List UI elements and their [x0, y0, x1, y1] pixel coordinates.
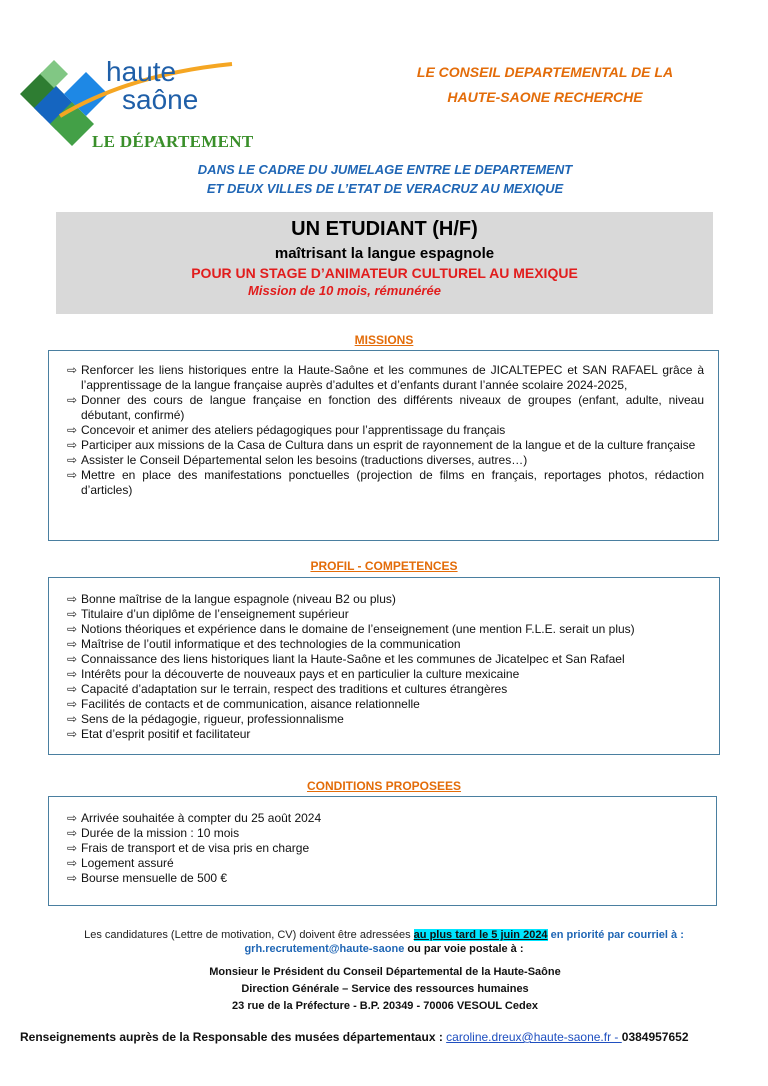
- context-text: [100, 160, 670, 198]
- logo-text-saone: saône: [122, 84, 199, 115]
- section-title-conditions: CONDITIONS PROPOSEES: [306, 779, 462, 793]
- section-title-missions: MISSIONS: [354, 333, 414, 347]
- list-item: ⇨ Bourse mensuelle de 500 €: [67, 871, 228, 885]
- arrow-right-icon: ⇨: [67, 622, 78, 636]
- list-item: ⇨ Notions théoriques et expérience dans le domaine de l’enseignement (une mention F.L.E. serait un plus): [67, 622, 635, 636]
- deadline-highlight: au plus tard le 5 juin 2024: [413, 929, 548, 941]
- arrow-right-icon: ⇨: [67, 453, 78, 467]
- list-item: ⇨ Maîtrise de l’outil informatique et des technologies de la communication: [67, 637, 461, 651]
- arrow-right-icon: ⇨: [67, 423, 78, 437]
- list-item: ⇨ Renforcer les liens historiques entre la Haute-Saône et les communes de JICALTEPEC et SAN RAFAEL grâce à l’apprentissage de la langue française auprès d’adultes et d’enfants durant l’année scolaire 2024-2025,: [67, 363, 704, 392]
- list-item: ⇨ Durée de la mission : 10 mois: [67, 826, 240, 840]
- arrow-right-icon: ⇨: [67, 468, 78, 482]
- address-line-3: 23 rue de la Préfecture - B.P. 20349 - 70006 VESOUL Cedex: [232, 1000, 538, 1012]
- contact-email-link[interactable]: caroline.dreux@haute-saone.fr -: [446, 1030, 622, 1044]
- arrow-right-icon: ⇨: [67, 712, 78, 726]
- missions-list: [49, 363, 704, 498]
- arrow-right-icon: ⇨: [67, 363, 78, 377]
- header-line-1: LE CONSEIL DEPARTEMENTAL DE LA: [416, 64, 674, 80]
- conditions-list: [49, 811, 702, 886]
- missions-box: [48, 350, 719, 541]
- address-line-1: Monsieur le Président du Conseil Départemental de la Haute-Saône: [209, 966, 561, 978]
- arrow-right-icon: ⇨: [67, 811, 78, 825]
- list-item: ⇨ Frais de transport et de visa pris en charge: [67, 841, 310, 855]
- application-email-link[interactable]: grh.recrutement@haute-saone: [244, 943, 405, 955]
- header-title: [360, 60, 730, 110]
- arrow-right-icon: ⇨: [67, 438, 78, 452]
- list-item: ⇨ Sens de la pédagogie, rigueur, professionnalisme: [67, 712, 344, 726]
- postal-address: [120, 964, 650, 1015]
- list-item: ⇨ Bonne maîtrise de la langue espagnole (niveau B2 ou plus): [67, 592, 396, 606]
- list-item: ⇨ Logement assuré: [67, 856, 174, 870]
- arrow-right-icon: ⇨: [67, 667, 78, 681]
- contact-phone: 0384957652: [621, 1030, 689, 1044]
- arrow-right-icon: ⇨: [67, 856, 78, 870]
- list-item: ⇨ Arrivée souhaitée à compter du 25 août 2024: [67, 811, 322, 825]
- list-item: ⇨ Etat d’esprit positif et facilitateur: [67, 727, 251, 741]
- job-subtitle: maîtrisant la langue espagnole: [274, 245, 495, 262]
- apply-priority: en priorité par courriel à :: [547, 929, 684, 941]
- arrow-right-icon: ⇨: [67, 727, 78, 741]
- profil-box: [48, 577, 720, 755]
- list-item: ⇨ Intérêts pour la découverte de nouveaux pays et en particulier la culture mexicaine: [67, 667, 520, 681]
- list-item: ⇨ Concevoir et animer des ateliers pédagogiques pour l’apprentissage du français: [67, 423, 506, 437]
- job-mission-duration: Mission de 10 mois, rémunérée: [248, 283, 441, 298]
- arrow-right-icon: ⇨: [67, 826, 78, 840]
- arrow-right-icon: ⇨: [67, 607, 78, 621]
- apply-intro: Les candidatures (Lettre de motivation, CV) doivent être adressées: [84, 929, 414, 941]
- title-box: [56, 212, 713, 314]
- arrow-right-icon: ⇨: [67, 637, 78, 651]
- arrow-right-icon: ⇨: [67, 841, 78, 855]
- list-item: ⇨ Capacité d’adaptation sur le terrain, respect des traditions et cultures étrangères: [67, 682, 508, 696]
- list-item: ⇨ Assister le Conseil Départemental selon les besoins (traductions diverses, autres…): [67, 453, 528, 467]
- footer-contact: [20, 1030, 760, 1044]
- list-item: ⇨ Facilités de contacts et de communication, aisance relationnelle: [67, 697, 420, 711]
- arrow-right-icon: ⇨: [67, 592, 78, 606]
- logo-subtitle: LE DÉPARTEMENT: [92, 132, 254, 151]
- arrow-right-icon: ⇨: [67, 393, 78, 407]
- job-position: POUR UN STAGE D’ANIMATEUR CULTUREL AU MEXIQUE: [191, 265, 578, 281]
- context-line-1: DANS LE CADRE DU JUMELAGE ENTRE LE DEPARTEMENT: [197, 162, 573, 177]
- arrow-right-icon: ⇨: [67, 697, 78, 711]
- arrow-right-icon: ⇨: [67, 682, 78, 696]
- arrow-right-icon: ⇨: [67, 652, 78, 666]
- apply-postal: ou par voie postale à :: [404, 943, 524, 955]
- job-title: UN ETUDIANT (H/F): [291, 218, 478, 240]
- list-item: ⇨ Mettre en place des manifestations ponctuelles (projection de films en français, reportages photos, rédaction d’articles): [67, 468, 704, 497]
- arrow-right-icon: ⇨: [67, 871, 78, 885]
- section-title-profil: PROFIL - COMPETENCES: [310, 559, 458, 573]
- context-line-2: ET DEUX VILLES DE L’ETAT DE VERACRUZ AU MEXIQUE: [206, 181, 564, 196]
- application-instructions: [30, 928, 738, 956]
- list-item: ⇨ Donner des cours de langue française en fonction des différents niveaux de groupes (enfant, adulte, niveau débutant, confirmé): [67, 393, 704, 422]
- footer-text: Renseignements auprès de la Responsable des musées départementaux :: [20, 1030, 447, 1044]
- profil-list: [49, 592, 705, 742]
- list-item: ⇨ Titulaire d’un diplôme de l’enseignement supérieur: [67, 607, 349, 621]
- list-item: ⇨ Connaissance des liens historiques liant la Haute-Saône et les communes de Jicatelpec et San Rafael: [67, 652, 625, 666]
- conditions-box: [48, 796, 717, 906]
- list-item: ⇨ Participer aux missions de la Casa de Cultura dans un esprit de rayonnement de la langue et de la culture française: [67, 438, 696, 452]
- header-line-2: HAUTE-SAONE RECHERCHE: [447, 89, 643, 105]
- address-line-2: Direction Générale – Service des ressources humaines: [241, 983, 529, 995]
- logo-text-haute: haute: [106, 56, 177, 87]
